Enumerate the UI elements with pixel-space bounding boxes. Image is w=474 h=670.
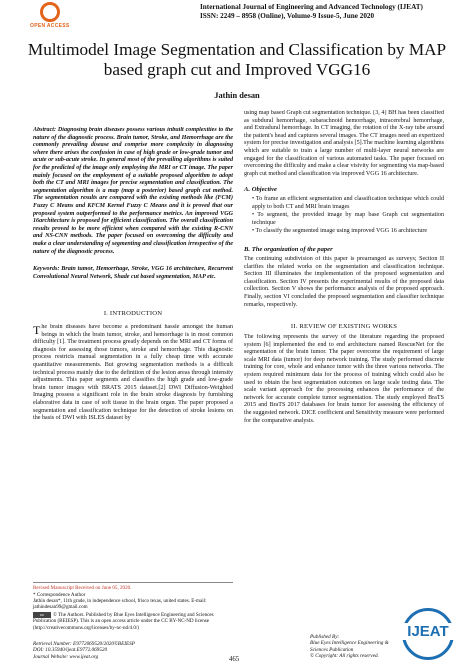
published-by-label: Published By: (310, 634, 340, 640)
introduction-body (33, 324, 233, 578)
review-text: The following represents the survey of the literature regarding the proposed system [6] implemented the end to end architecture named RescueNet for the segmentation of the brain tumor. The paper overcome the requirement of large scale MRI data (tumor) for deep network training. The study performed discrete training for core, whole and enhance tumor with the three various networks. The system required minimum data for the process of training which could also be used to obtain the best segmentation outcomes on large scale testing data. The scale variant approach for the processing enhances the performance of the network for accurate complete tumor segmentation. The study employed BraTS 2015 and BraTS 2017 databases for brain tumor for assessing the efficiency of the suggested network. DICE coefficient and Sensitivity measure were performed for the comparative analysis. (244, 334, 444, 424)
introduction-continued: using map based Graph cut segmentation technique. [3, 4] BH has been classified as subdural hemorrhage, subarachnoid hemorrhage, intracerebral hemorrhage, and Extradural hemorrhage. In CT imaging, the rotation of the X-ray tube around the patient's head and captures several images. The CT images need an expertized system for precise investigation and analysis [5].The machine learning algorithms which are suitable to train a large number of multi-layer neural networks are engaged for the classification of various automated tasks. The paper focused on overcoming the difficulty and make a clear visivity for segmenting via map-based graph cut method and classification via improved VGG 16 architecture. (244, 110, 444, 177)
page-number: 465 (229, 656, 240, 663)
objective-item-2: • To segment, the provided image by map base Graph cut segmentation technique (252, 212, 445, 226)
publisher-name: Blue Eyes Intelligence Engineering & Sciences Publication (310, 640, 389, 653)
introduction-text: he brain diseases have become a predominant hassle amongst the human beings in which the brain tumor, stroke, and hemorrhage is in most common difficulty [1]. The treatment process greatly depends on the MRI and CT forms of diagnosis for assessing those tumors, stroke and hemorrhage. This diagnostic process restricts manual segmentation in a fully cheap time with accurate quantitative measurements. But growing segmentation methods is a difficult technical process mainly due to the definition of the lesion areas through intensity adjustments. This paper segments and classifies the high grade and low-grade brain tumor images with BRATS 2015 dataset.[2] DWI Diffusion-Weighted Imaging possess a significant role in the brain stroke diagnosis by furnishing elaborative data in case of soft tissue in the brain organ. The paper proposed a segmentation and classification technique for the detection of stroke lesions on the basis of DWI with ISLES dataset by (33, 324, 233, 422)
doi: DOI: 10.35940/ijeat.E9772.069520 (33, 647, 108, 654)
objective-item-1: • To frame an efficient segmentation and classification technique which could apply to both CT and MRI brain images (252, 196, 445, 210)
license-note (33, 612, 233, 631)
author-detail-note: Jathin desan*, 11th grade, in independence school, frisco texas, united states. E-mail: jathindesan99@gmail.com (33, 598, 207, 611)
retrieval-number: Retrieval Number: E9772069520/2020©BEIESP (33, 641, 135, 647)
journal-name: International Journal of Engineering and Advanced Technology (IJEAT) (200, 3, 423, 11)
objective-text-3: To classify the segmented image using improved VGG 16 architecture (255, 228, 428, 234)
cc-license-icon: cc (33, 612, 51, 618)
objective-text-1: To frame an efficient segmentation and classification technique which could apply to both CT and MRI brain images (252, 196, 445, 210)
journal-header (200, 3, 458, 21)
license-text: © The Authors. Published by Blue Eyes Intelligence Engineering and Sciences Publication (BEIESP). This is an open access article under the CC BY-NC-ND license (http://creativecommons.org/licenses/by-nc-nd/4.0/) (33, 612, 214, 631)
footnote-divider (33, 582, 233, 583)
revised-note: Revised Manuscript Received on June 05, 2020. (33, 585, 132, 591)
ijeat-logo-text: IJEAT (394, 623, 462, 640)
open-access-lock-icon (40, 2, 60, 22)
organization-heading: B. The organization of the paper (244, 246, 333, 253)
abstract: Abstract: Diagnosing brain diseases possess various inbuilt complexities to the nature of the diagnostic process. Brain tumor, Stroke, and Hemorrhage are the commonly prevailing disease and comprise more complexity in diagnosing where there arises the confusion in case of high grade or low-grade tumor and acute or sub-acute stroke. In general most of the prevailing algorithms is suited for the predicted of the image only employing the MRI or CT image. The paper mainly focused on the employment of a suitable proposed algorithm to adopt both the CT and MRI images for precise segmentation and classification. The segmentation algorithm is a map (map a posterior) based graph cut method. The segmentation results are compared with the existing methods like (FCM) Fuzzy C Means and KFCM Kernel Fuzzy C Means and it is proved that our proposed system outperformed to the performance metrics. An improved VGG 16architecture is proposed for efficient classification. The overall classification results proved to be more efficient when compared with the existing R-CNN and NS-CNN methods. The paper focused on overcoming the difficulty and make a clear understanding of segmenting and classification irrespective of the nature of the diagnostic process. (33, 127, 233, 255)
objective-heading: A. Objective (244, 186, 277, 193)
correspondence-note: * Correspondence Author (33, 592, 86, 598)
introduction-dropcap: T (33, 324, 41, 337)
copyright: © Copyright: All rights reserved. (310, 652, 379, 659)
review-heading: II. REVIEW OF EXISTING WORKS (290, 323, 398, 330)
journal-issn: ISSN: 2249 – 8958 (Online), Volume-9 Issue-5, June 2020 (200, 12, 375, 20)
open-access-logo (30, 2, 78, 32)
introduction-heading: I. INTRODUCTION (103, 310, 163, 317)
journal-website: Journal Website: www.ijeat.org (33, 653, 99, 660)
keywords: Keywords: Brain tumor, Hemorrhage, Stroke, VGG 16 architecture, Recurrent Convolutional Neural Network, Shade cut based segmentation, MAP etc. (33, 266, 233, 280)
paper-title: Multimodel Image Segmentation and Classification by MAP based graph cut and Improved VGG16 (27, 40, 447, 79)
organization-text: The continuing subdivision of this paper is prearranged as surveys; Section II clarifies the related works on the segmentation and classification technique. Section III illuminates the implementation of the proposed segmentation and classification. Section IV presents the experimental results of the proposed data collection. Section V shows the performance analysis of the proposed approach. Finally, section VI concluded the proposed segmentation and classifier technique remarks, respectively. (244, 256, 444, 308)
open-access-label: OPEN ACCESS (30, 23, 70, 29)
ijeat-logo (394, 600, 462, 668)
objective-text-2: To segment, the provided image by map base Graph cut segmentation technique (252, 212, 445, 226)
publisher-info (310, 634, 400, 659)
footer-retrieval-info (33, 641, 193, 660)
paper-author: Jathin desan (214, 91, 260, 100)
objective-item-3: • To classify the segmented image using improved VGG 16 architecture (252, 228, 428, 234)
